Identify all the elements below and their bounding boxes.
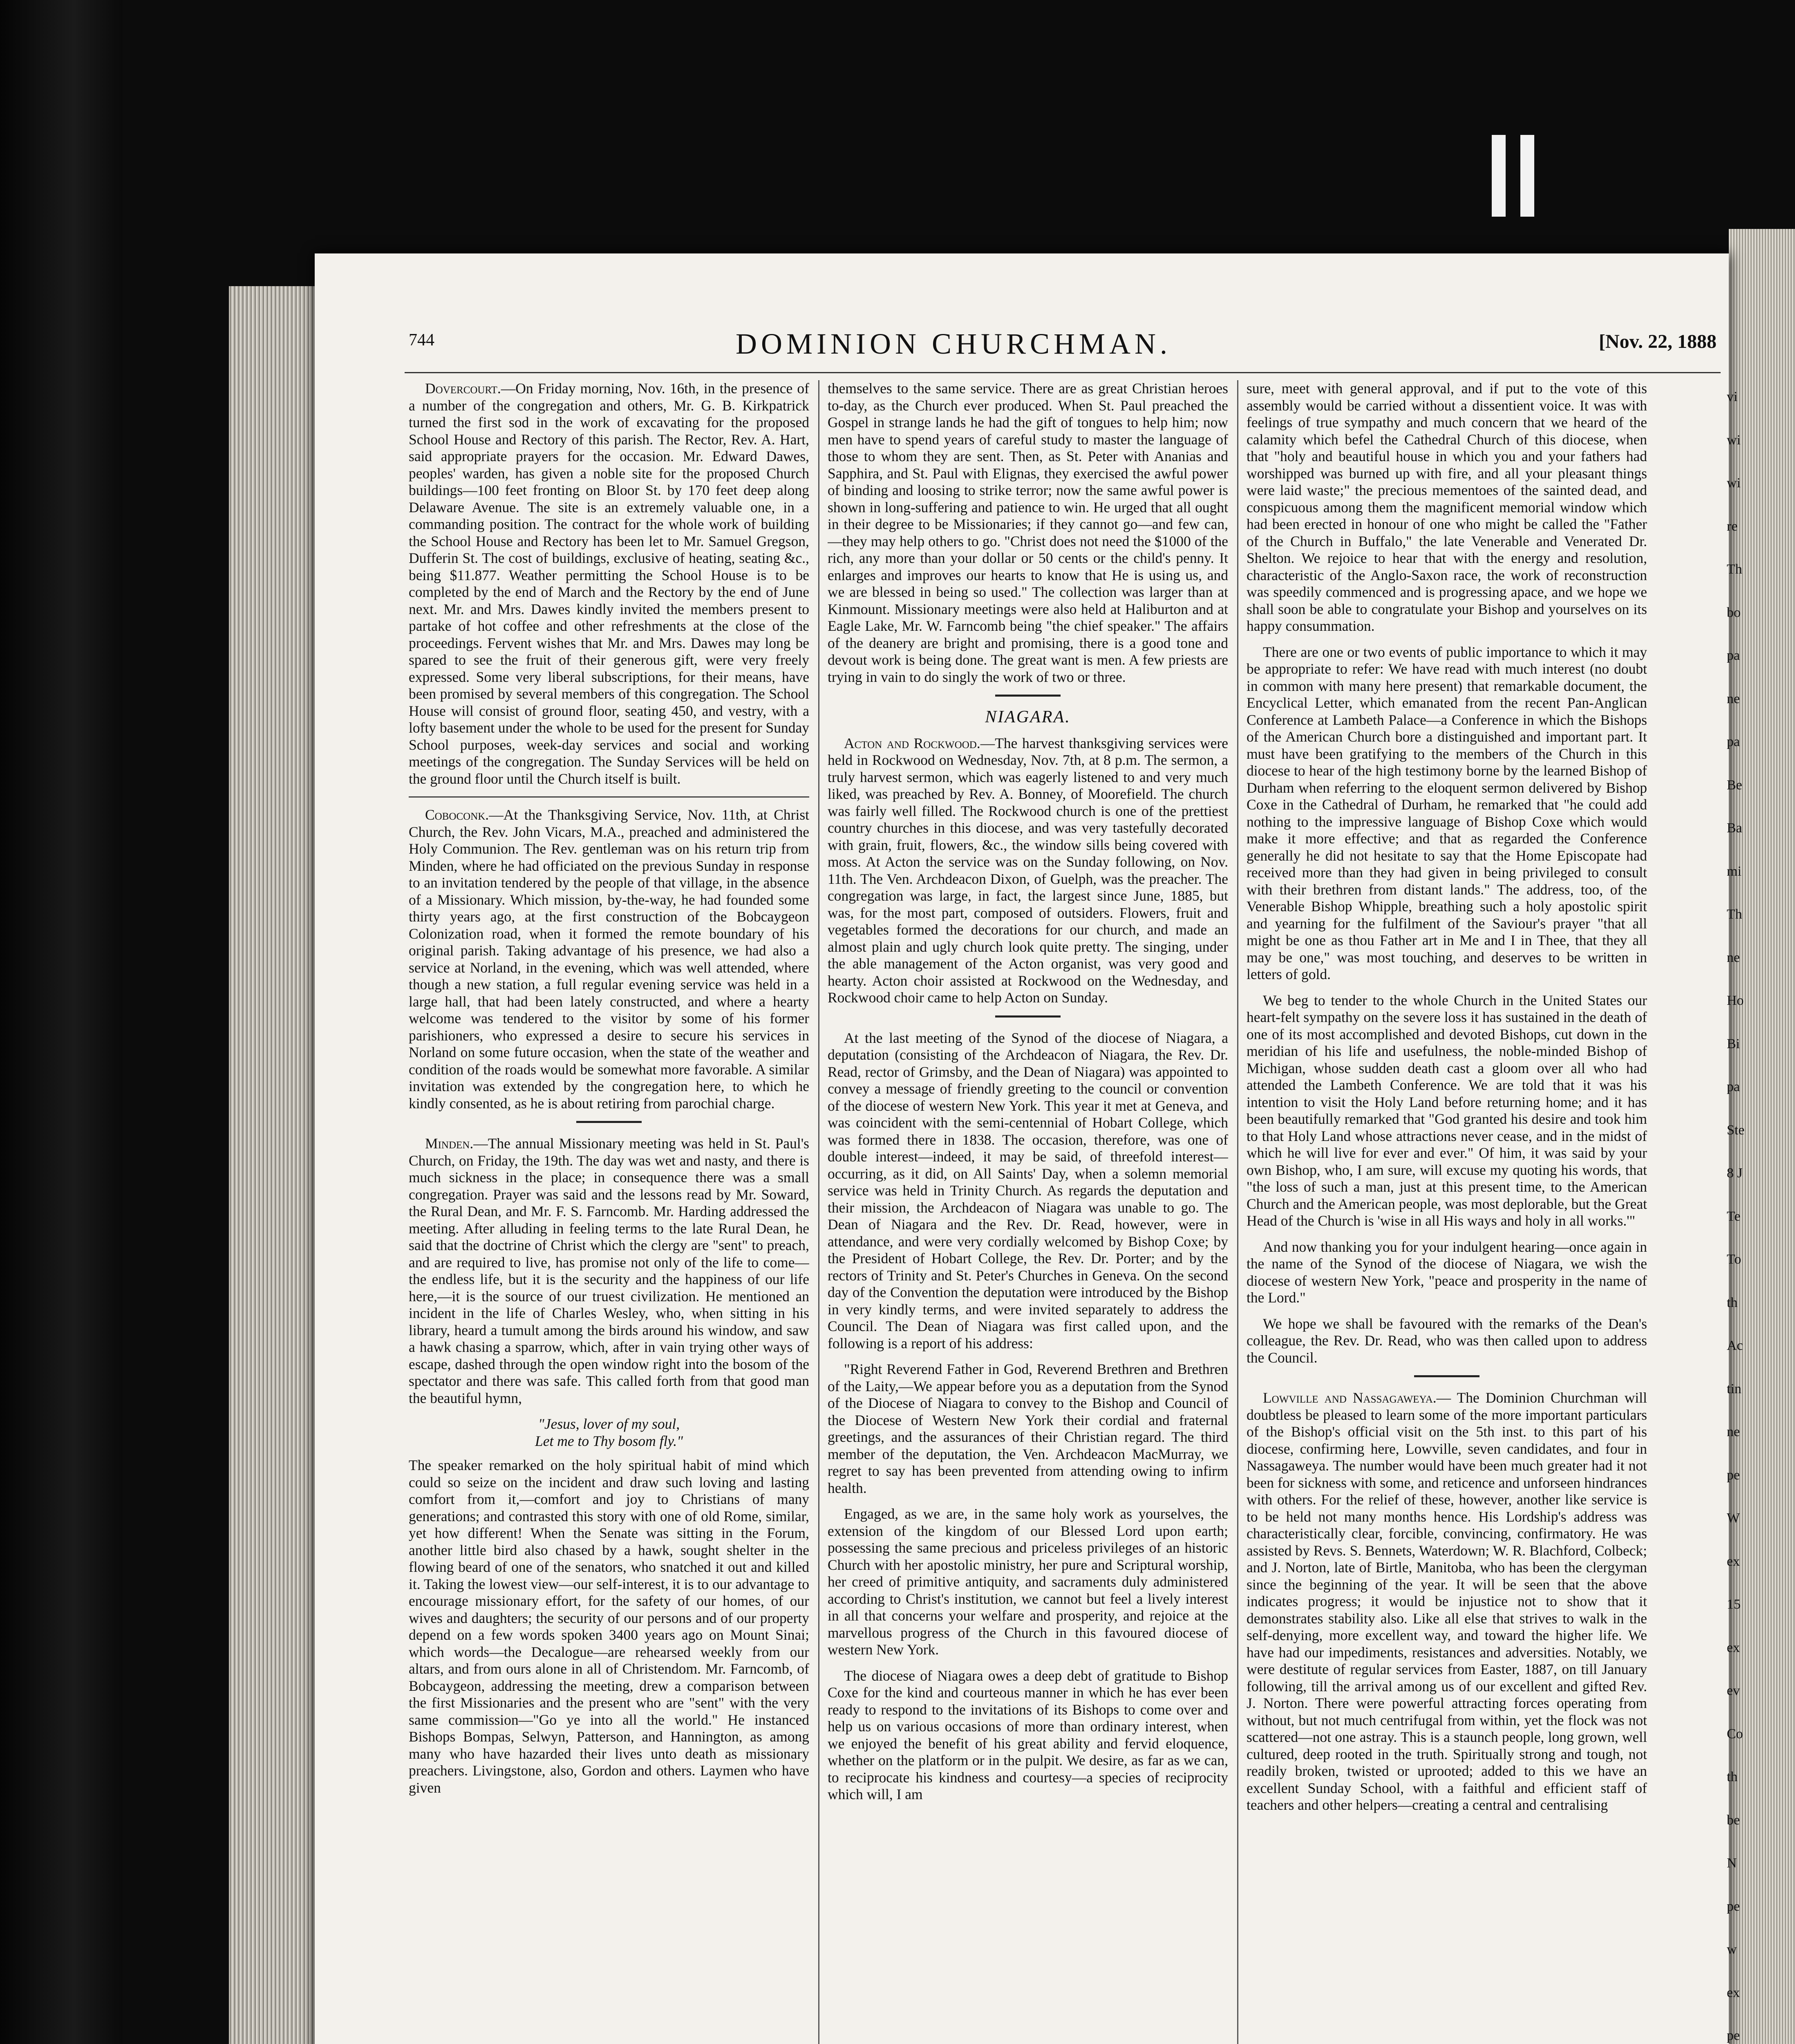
fragment-text: Ba: [1727, 820, 1742, 836]
section-heading: NIAGARA.: [985, 708, 1071, 726]
fragment-text: ne: [1727, 1424, 1740, 1439]
fragment-text: Te: [1727, 1208, 1741, 1224]
fragment-text: Ste: [1727, 1122, 1745, 1138]
fragment-text: ex: [1727, 1985, 1740, 2000]
article-text: —On Friday morning, Nov. 16th, in the presence of a number of the congregation and others, Mr. G. B. Kirkpatrick turned the first sod in the work of excavating for the proposed School House and Rectory of this parish. The Rector, Rev. A. Hart, said appropriate prayers for the occasion. Mr. Edward Dawes, peoples' warden, has given a noble site for the proposed Church buildings—100 feet fronting on Bloor St. by 170 feet deep along Delaware Avenue. The site is an extremely valuable one, in a commanding position. The contract for the whole work of building the School House and Rectory has been let to Mr. Samuel Gregson, Dufferin St. The cost of buildings, exclusive of heating, seating &c., being $11.877. Weather permitting the School House is to be completed by the end of March and the Rectory by the end of June next. Mr. and Mrs. Dawes kindly invited the members present to partake of hot coffee and other refreshments at the close of the proceedings. Fervent wishes that Mr. and Mrs. Dawes may long be spared to see the fruit of their generous gift, were very freely expressed. Some very liberal subscriptions, for their means, have been promised by several members of this congregation. The School House will consist of ground floor, seating 450, and vestry, with a lofty basement under the whole to be used for the present for Sunday School purposes, week-day services and social and working meetings of the congregation. The Sunday Services will be held on the ground floor until the Church itself is built.: [409, 380, 809, 787]
hymn-line: "Jesus, lover of my soul,: [538, 1416, 680, 1432]
fragment-text: th: [1727, 1769, 1738, 1784]
article-text: We beg to tender to the whole Church in the United States our heart-felt sympathy on the severe loss it has sustained in the death of one of its most accomplished and devoted Bishops, cut down in the meridian of his life and usefulness, the noble-minded Bishop of Michigan, whose sudden death cast a gloom over all who had attended the Lambeth Conference. We are told that it was his intention to visit the Holy Land before returning home; and it has been beautifully remarked that "God granted his desire and took him to that Holy Land whose attractions never cease, and in the midst of which he will live for ever and ever." Of him, it was said by your own Bishop, who, I am sure, will excuse my quoting his words, that "the loss of such a man, just at this present time, to the American Church and the American people, was most deplorable, but the Great Head of the Church is 'wise in all His ways and holy in all works.'": [1247, 992, 1647, 1229]
column-rule: [1237, 380, 1238, 2044]
fragment-text: pe: [1727, 2028, 1740, 2043]
fragment-text: Th: [1727, 907, 1742, 922]
fragment-text: ne: [1727, 950, 1740, 965]
fragment-text: Ho: [1727, 993, 1744, 1008]
newspaper-page: [315, 253, 1745, 2044]
page-header: [409, 327, 1717, 360]
article-text: Engaged, as we are, in the same holy work as yourselves, the extension of the kingdom of our Blessed Lord upon earth; possessing the same precious and priceless privileges of an historic Church with her apostolic ministry, her pure and Scriptural worship, her creed of primitive antiquity, and sacraments duly administered according to Christ's institution, we cannot but feel a lively interest in all that concerns your welfare and prosperity, and rejoice at the marvellous progress of the Church in this favoured diocese of western New York.: [828, 1506, 1228, 1658]
fragment-text: Be: [1727, 777, 1742, 793]
fragment-text: W: [1727, 1511, 1740, 1526]
section-separator: [576, 1121, 642, 1123]
fragment-text: ex: [1727, 1640, 1740, 1655]
fragment-text: wi: [1727, 432, 1741, 448]
fragment-text: Th: [1727, 562, 1742, 577]
fragment-text: mi: [1727, 863, 1741, 879]
column-2: [828, 380, 1228, 2044]
fragment-text: ev: [1727, 1683, 1740, 1698]
article-text: —The harvest thanksgiving services were held in Rockwood on Wednesday, Nov. 7th, at 8 p.m. The sermon, a truly harvest sermon, which was eagerly listened to and very much liked, was preached by Rev. A. Bonney, of Moorefield. The church was fairly well filled. The Rockwood church is one of the prettiest country churches in this diocese, and was very tastefully decorated with grain, fruit, flowers, &c., the window sills being covered with moss. At Acton the service was on the Sunday following, on Nov. 11th. The Ven. Archdeacon Dixon, of Guelph, was the preacher. The congregation was large, in fact, the largest since June, 1885, but was, for the most part, composed of outsiders. Flowers, fruit and vegetables formed the decorations for our church, and made an almost plain and ugly church look quite pretty. The singing, under the able management of the Acton organist, was very good and hearty. Acton choir assisted at Rockwood on the Wednesday, and Rockwood choir came to help Acton on Sunday.: [828, 735, 1228, 1006]
article-lead: Minden.: [425, 1135, 474, 1152]
fragment-text: vi: [1727, 389, 1738, 404]
fragment-text: To: [1727, 1252, 1741, 1267]
header-rule: [405, 372, 1721, 373]
fragment-text: pa: [1727, 734, 1740, 749]
column-rule: [818, 380, 819, 2044]
article-text: — The Dominion Churchman will doubtless be pleased to learn some of the more important particulars of the Bishop's official visit on the 5th inst. to this part of his diocese, confirming here, Lowville, seven candidates, and four in Nassagaweya. The number would have been much greater had it not been for sickness with some, and reticence and unforseen hindrances with others. For the relief of these, however, another like service is to be held not many months hence. His Lordship's address was characteristically clear, forcible, convincing, confirmatory. He was assisted by Revs. S. Bennets, Waterdown; W. R. Blachford, Colbeck; and J. Norton, late of Birtle, Manitoba, who has been the clergyman since the beginning of the year. It will be seen that the above indicates progress; it would be injustice not to show that it demonstrates stability also. Like all else that strives to walk in the self-denying, more excellent way, and toward the higher life. We have had our impediments, resistances and adversities. Notably, we were destitute of regular services from Easter, 1887, on till January following, till the arrival among us of our excellent and gifted Rev. J. Norton. There were powerful attracting forces operating from without, but not much centrifugal from within, yet the flock was not scattered—not one astray. This is a staunch people, long grown, well cultured, deep rooted in the truth. Spiritually strong and tough, not readily broken, twisted or uprooted; added to this we have an excellent Sunday School, with a faithful and efficient staff of teachers and other helpers—creating a central and centralising: [1247, 1390, 1647, 1813]
fragment-text: N: [1727, 1856, 1737, 1871]
page-stack-left-edge: [229, 286, 315, 2044]
article-text: "Right Reverend Father in God, Reverend Brethren and Brethren of the Laity,—We appear before you as a deputation from the Synod of the Diocese of Niagara to convey to the Bishop and Council of the Diocese of Western New York their cordial and fraternal greetings, and the assurances of their Christian regard. The third member of the deputation, the Ven. Archdeacon MacMurray, we regret to say has been prevented from attending owing to infirm health.: [828, 1361, 1228, 1496]
article-text: There are one or two events of public importance to which it may be appropriate to refer: We have read with much interest (no doubt in common with many here present) that remarkable document, the Encyclical Letter, which emanated from the recent Pan-Anglican Conference at Lambeth Palace—a Conference in which the Bishops of the American Church bore a distinguished and important part. It must have been gratifying to the members of the Church in this diocese to hear of the high testimony borne by the learned Bishop of Durham when referring to the eloquent sermon delivered by Bishop Coxe in the Cathedral of Durham, he remarked that "he could add nothing to the impressive language of Bishop Coxe which would make it more effective; and that as regarded the Conference generally he did not hesitate to say that the Home Episcopate had received more than they had given in being privileged to consult with their brethren from distant lands." The address, too, of the Venerable Bishop Whipple, breathing such a holy apostolic spirit and yearning for the fulfilment of the Saviour's prayer "that all might be one as thou Father art in Me and I in Thee, that they all may be one," was most touching, and deserves to be written in letters of gold.: [1247, 643, 1647, 982]
fragment-text: pe: [1727, 1467, 1740, 1483]
article-lead: Acton and Rockwood.: [844, 735, 980, 751]
fragment-text: ne: [1727, 691, 1740, 706]
hymn-line: Let me to Thy bosom fly.": [535, 1432, 683, 1449]
article-text: At the last meeting of the Synod of the diocese of Niagara, a deputation (consisting of the Archdeacon of Niagara, the Rev. Dr. Read, rector of Grimsby, and the Dean of Niagara) was appointed to convey a message of friendly greeting to the council or convention of the diocese of western New York. This year it met at Geneva, and was coincident with the semi-centennial of Hobart College, which was formed there in 1838. The occasion, therefore, was one of double interest—indeed, it may be said, of threefold interest—occurring, as it did, on All Saints' Day, when a solemn memorial service was held in Trinity Church. As regards the deputation and their mission, the Archdeacon of Niagara was unable to go. The Dean of Niagara and the Rev. Dr. Read, however, were in attendance, and were very cordially welcomed by Bishop Coxe; by the President of Hobart College, the Rev. Dr. Porter; and by the rectors of Trinity and St. Peter's Churches in Geneva. On the second day of the Convention the deputation were introduced by the Bishop in very kindly terms, and were invited separately to address the Council. The Dean of Niagara was first called upon, and the following is a report of his address:: [828, 1029, 1228, 1351]
fragment-text: pa: [1727, 648, 1740, 663]
fragment-text: bo: [1727, 605, 1741, 620]
article-text: The diocese of Niagara owes a deep debt of gratitude to Bishop Coxe for the kind and courteous manner in which he has ever been ready to respond to the invitations of its Bishops to come over and help us on various occasions of more than ordinary interest, when we enjoyed the benefit of his great ability and fervid eloquence, whether on the platform or in the pulpit. We desire, as far as we can, to reciprocate his kindness and courtesy—a species of reciprocity which will, I am: [828, 1667, 1228, 1802]
article-divider: [409, 796, 809, 798]
fragment-text: pa: [1727, 1079, 1740, 1094]
article-lead: Lowville and Nassagaweya.: [1263, 1390, 1437, 1406]
masthead-title: DOMINION CHURCHMAN.: [736, 327, 1172, 360]
fragment-text: pe: [1727, 1898, 1740, 1914]
article-text: We hope we shall be favoured with the remarks of the Dean's colleague, the Rev. Dr. Read, who was then called upon to address the Council.: [1247, 1315, 1647, 1366]
registration-mark: [1492, 135, 1506, 217]
fragment-text: 8 J: [1727, 1165, 1743, 1181]
column-1: [409, 380, 809, 2044]
article-text: themselves to the same service. There are as great Christian heroes to-day, as the Church ever produced. When St. Paul preached the Gospel in strange lands he had the gift of tongues to help him; now men have to spend years of careful study to master the language of those to whom they are sent. Then, as St. Peter with Ananias and Sapphira, and St. Paul with Elignas, they exercised the awful power of binding and loosing to strike terror; now the same awful power is shown in long-suffering and patience to win. He urged that all ought in their degree to be Missionaries; if they cannot go—and few can,—they may help others to go. "Christ does not need the $1000 of the rich, any more than your dollar or 50 cents or the child's penny. It enlarges and improves our hearts to know that He is using us, and we are blessed in being so used." The collection was larger than at Kinmount. Missionary meetings were also held at Haliburton and at Eagle Lake, Mr. W. Farncomb being "the chief speaker." The affairs of the deanery are bright and promising, there is a good tone and devout work is being done. The great want is men. A few priests are trying in vain to do singly the work of two or three.: [828, 380, 1228, 685]
fragment-text: Co: [1727, 1726, 1743, 1741]
fragment-text: wi: [1727, 475, 1741, 491]
article-minden: [409, 1135, 809, 1407]
page-number: 744: [409, 331, 434, 350]
fragment-text: be: [1727, 1812, 1740, 1828]
article-text: And now thanking you for your indulgent hearing—once again in the name of the Synod of the diocese of Niagara, we wish the diocese of western New York, "peace and prosperity in the name of the Lord.": [1247, 1238, 1647, 1306]
article-coboconk: [409, 807, 809, 1112]
registration-mark: [1520, 135, 1534, 217]
hymn-quote: [409, 1416, 809, 1450]
section-separator: [995, 695, 1061, 697]
fragment-text: tin: [1727, 1381, 1741, 1396]
article-text: —At the Thanksgiving Service, Nov. 11th, at Christ Church, the Rev. John Vicars, M.A., preached and administered the Holy Communion. The Rev. gentleman was on his return trip from Minden, where he had officiated on the previous Sunday in response to an invitation tendered by the people of that village, in the absence of a Missionary. Which mission, by-the-way, he had founded some thirty years ago, at the first construction of the Bobcaygeon Colonization road, when it formed the remote boundary of his original parish. Taking advantage of his presence, we had also a service at Norland, in the evening, which was well attended, where though a new station, a full regular evening service was held in a large hall, that had been lately constructed, and where a hearty welcome was tendered to the visitor by some of his former parishioners, who expressed a desire to secure his services in Norland on some future occasion, when the state of the weather and condition of the roads would be somewhat more favorable. A similar invitation was extended by the congregation here, to which he kindly consented, as he is about retiring from parochial charge.: [409, 807, 809, 1112]
article-text: The speaker remarked on the holy spiritual habit of mind which could so seize on the incident and draw such loving and lasting comfort from it,—comfort and joy to Christians of many generations; and contrasted this story with one of old Rome, similar, yet how different! When the Senate was sitting in the Forum, another little bird also chased by a hawk, sought shelter in the flowing beard of one of the senators, who snatched it out and killed it. Taking the lowest view—our self-interest, it is to our advantage to encourage missionary effort, for the safety of our homes, of our wives and daughters; the security of our persons and of our property depend on a few words spoken 3400 years ago on Mount Sinai; which words—the Decalogue—are rehearsed weekly from our altars, and from ours alone in all of Christendom. Mr. Farncomb, of Bobcaygeon, addressing the meeting, drew a comparison between the first Missionaries and the present who are "sent" with the very same commission—"Go ye into all the world." He instanced Bishops Bompas, Selwyn, Patterson, and Hannington, as among many who have hazarded their lives unto death as missionary preachers. Livingstone, also, Gordon and others. Laymen who have given: [409, 1457, 809, 1796]
issue-date: [Nov. 22, 1888: [1599, 331, 1717, 352]
fragment-text: re: [1727, 518, 1738, 534]
book-spine: [0, 0, 123, 2044]
section-separator: [1414, 1375, 1479, 1377]
article-text: —The annual Missionary meeting was held in St. Paul's Church, on Friday, the 19th. The day was wet and nasty, and there is much sickness in the place; in consequence there was a small congregation. Prayer was said and the lessons read by Mr. Soward, the Rural Dean, and Mr. F. S. Farncomb. Mr. Harding addressed the meeting. After alluding in feeling terms to the late Rural Dean, he said that the doctrine of Christ which the clergy are "sent" to preach, and are required to live, has promise not only of the life to come—the endless life, but it is the security and the happiness of our life here,—it is the source of our truest civilization. He mentioned an incident in the life of Charles Wesley, who, when sitting in his library, heard a tumult among the birds around his window, and saw a hawk chasing a sparrow, which, after in vain trying other ways of escape, dashed through the open window right into the bosom of the spectator and there was safe. This called forth from that good man the beautiful hymn,: [409, 1135, 809, 1406]
fragment-text: Bi: [1727, 1036, 1740, 1051]
article-lead: Coboconk.: [425, 807, 489, 823]
fragment-text: th: [1727, 1295, 1738, 1310]
fragment-text: 15: [1727, 1597, 1741, 1612]
article-acton: [828, 735, 1228, 1006]
article-text: sure, meet with general approval, and if put to the vote of this assembly would be carried without a dissentient voice. It was with feelings of true sympathy and much concern that we heard of the calamity which befel the Cathedral Church of this diocese, when that "holy and beautiful house in which you and your fathers had worshipped was burned up with fire, and all your pleasant things were laid waste;" the precious mementoes of the sainted dead, and conspicuous among them the magnificent memorial window which had been erected in honour of one who might be called the "Father of the Church in Buffalo," the late Venerable and Venerated Dr. Shelton. We rejoice to hear that with the energy and resolution, characteristic of the Anglo-Saxon race, the work of reconstruction was speedily commenced and is progressing apace, and we hope we shall soon be able to congratulate your Bishop and yourselves on its happy consummation.: [1247, 380, 1647, 634]
article-lead: Dovercourt.: [425, 380, 501, 397]
section-separator: [995, 1015, 1061, 1018]
fragment-text: Ac: [1727, 1338, 1743, 1353]
next-page-fragments: [1727, 388, 1759, 2044]
article-lowville: [1247, 1390, 1647, 1814]
fragment-text: ex: [1727, 1553, 1740, 1569]
column-3: [1247, 380, 1647, 2044]
fragment-text: w: [1727, 1942, 1737, 1957]
article-dovercourt: [409, 380, 809, 787]
